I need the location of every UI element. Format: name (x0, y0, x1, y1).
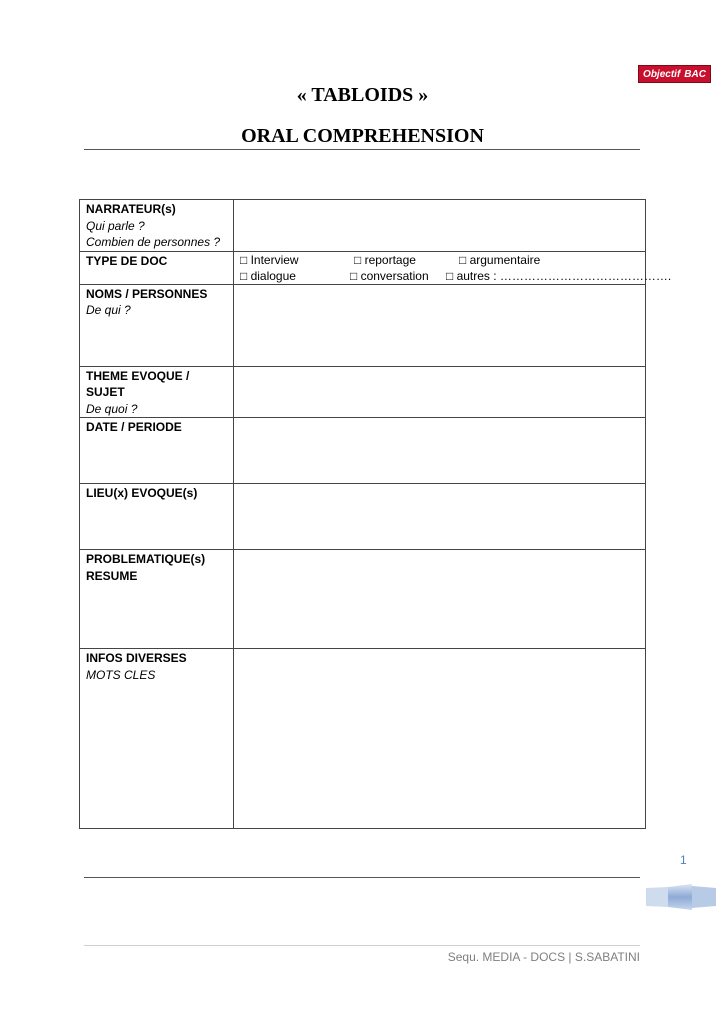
label-cell-infos (80, 649, 234, 829)
question-qui-parle: Qui parle ? (86, 218, 145, 233)
label-theme-sujet: THEME EVOQUE / SUJET (86, 368, 190, 399)
answer-cell-date[interactable] (234, 418, 646, 484)
bottom-rule (84, 877, 640, 878)
logo-word-objectif: Objectif (643, 68, 681, 80)
checkbox-option-autres[interactable]: □ autres : ……………………………………. (446, 268, 672, 283)
label-narrateur: NARRATEUR(s) (86, 202, 176, 216)
header-rule (84, 149, 640, 150)
label-cell-noms (80, 284, 234, 366)
label-problematique: PROBLEMATIQUE(s) (86, 552, 206, 566)
answer-cell-lieu[interactable] (234, 484, 646, 550)
checkbox-option-interview[interactable]: □ Interview (240, 252, 299, 267)
label-cell-narrateur (80, 200, 234, 252)
row-theme (80, 366, 646, 418)
row-type-doc (80, 251, 646, 284)
row-infos (80, 649, 646, 829)
label-infos-diverses: INFOS DIVERSES (86, 651, 187, 665)
page-number: 1 (680, 853, 687, 867)
question-de-qui: De qui ? (86, 303, 131, 317)
logo-word-bac: BAC (684, 68, 706, 80)
row-noms (80, 284, 646, 366)
footer-rule (84, 945, 640, 946)
answer-cell-noms[interactable] (234, 284, 646, 366)
objectif-bac-logo (638, 65, 711, 83)
document-title: « TABLOIDS » (296, 84, 429, 106)
question-combien: Combien de personnes ? (86, 235, 221, 249)
checkbox-option-conversation[interactable]: □ conversation (350, 268, 429, 283)
row-problematique (80, 550, 646, 649)
label-type-doc: TYPE DE DOC (86, 253, 168, 268)
label-cell-type-doc (80, 251, 234, 284)
row-lieu (80, 484, 646, 550)
label-cell-problematique (80, 550, 234, 649)
label-resume: RESUME (86, 568, 138, 583)
answer-cell-narrateur[interactable] (234, 200, 646, 252)
checkbox-option-reportage[interactable]: □ reportage (354, 252, 416, 267)
row-narrateur (80, 200, 646, 252)
answer-cell-theme[interactable] (234, 366, 646, 418)
question-de-quoi: De quoi ? (86, 401, 138, 416)
checkbox-option-dialogue[interactable]: □ dialogue (240, 268, 296, 283)
page-footer: Sequ. MEDIA - DOCS | S.SABATINI (447, 950, 640, 964)
label-mots-cles: MOTS CLES (86, 667, 156, 682)
label-lieux-evoques: LIEU(x) EVOQUE(s) (86, 486, 198, 500)
page-tab-decoration-icon (646, 884, 716, 910)
label-date-periode: DATE / PERIODE (86, 420, 182, 434)
row-date (80, 418, 646, 484)
label-cell-lieu (80, 484, 234, 550)
answer-cell-problematique[interactable] (234, 550, 646, 649)
answer-cell-type-doc (234, 251, 672, 284)
document-subtitle: ORAL COMPREHENSION (241, 125, 484, 147)
checkbox-option-argumentaire[interactable]: □ argumentaire (459, 252, 541, 267)
answer-cell-infos[interactable] (234, 649, 646, 829)
label-cell-theme (80, 366, 234, 418)
label-noms-personnes: NOMS / PERSONNES (86, 286, 208, 301)
label-cell-date (80, 418, 234, 484)
comprehension-form-table (79, 199, 672, 829)
